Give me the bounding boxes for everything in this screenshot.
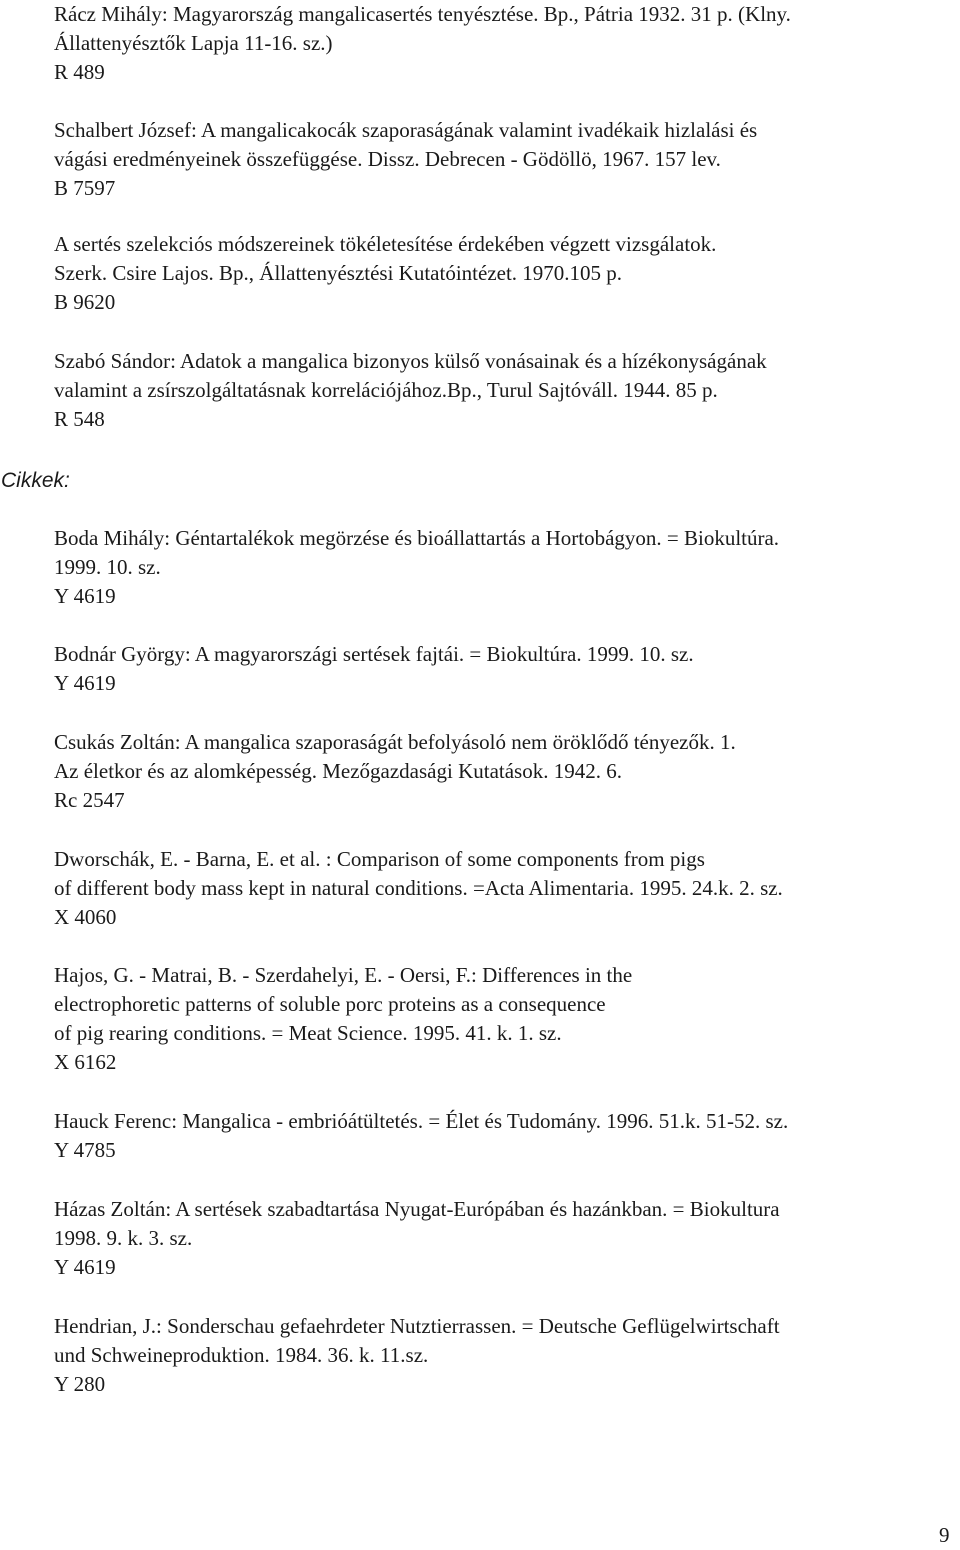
article-entry [54,1107,954,1165]
entry-line: Y 4619 [54,671,116,695]
entry-line: of different body mass kept in natural conditions. =Acta Alimentaria. 1995. 24.k. 2. sz. [54,876,783,900]
entry-line: B 9620 [54,290,116,314]
section-heading-articles: Cikkek: [1,469,70,492]
article-entry [54,961,954,1077]
entry-line: Rácz Mihály: Magyarország mangalicasertés tenyésztése. Bp., Pátria 1932. 31 p. (Klny. [54,2,791,26]
entry-line: R 548 [54,407,105,431]
entry-line: valamint a zsírszolgáltatásnak korrelációjához.Bp., Turul Sajtóváll. 1944. 85 p. [54,378,718,402]
page-number: 9 [939,1523,950,1547]
entry-line: Y 4619 [54,584,116,608]
entry-line: Rc 2547 [54,788,125,812]
entry-line: Hendrian, J.: Sonderschau gefaehrdeter Nutztierrassen. = Deutsche Geflügelwirtschaft [54,1314,780,1338]
entry-line: of pig rearing conditions. = Meat Science. 1995. 41. k. 1. sz. [54,1021,562,1045]
book-entry [54,230,954,317]
entry-line: vágási eredményeinek összefüggése. Dissz. Debrecen - Gödöllö, 1967. 157 lev. [54,147,721,171]
entry-line: Állattenyésztők Lapja 11-16. sz.) [54,31,333,55]
book-entry [54,116,954,203]
entry-line: Dworschák, E. - Barna, E. et al. : Comparison of some components from pigs [54,847,705,871]
entry-line: X 6162 [54,1050,117,1074]
entry-line: Hajos, G. - Matrai, B. - Szerdahelyi, E. - Oersi, F.: Differences in the [54,963,633,987]
book-entry [54,0,954,87]
book-entry [54,347,954,434]
article-entry [54,1195,954,1282]
entry-line: B 7597 [54,176,116,200]
entry-line: und Schweineproduktion. 1984. 36. k. 11.sz. [54,1343,429,1367]
entry-line: A sertés szelekciós módszereinek tökéletesítése érdekében végzett vizsgálatok. [54,232,717,256]
article-entry [54,640,954,698]
entry-line: Szerk. Csire Lajos. Bp., Állattenyésztési Kutatóintézet. 1970.105 p. [54,261,623,285]
entry-line: Y 4785 [54,1138,116,1162]
article-entry [54,845,954,932]
entry-line: Bodnár György: A magyarországi sertések fajtái. = Biokultúra. 1999. 10. sz. [54,642,694,666]
entry-line: Csukás Zoltán: A mangalica szaporaságát befolyásoló nem öröklődő tényezők. 1. [54,730,736,754]
entry-line: Szabó Sándor: Adatok a mangalica bizonyos külső vonásainak és a hízékonyságának [54,349,767,373]
entry-line: Hauck Ferenc: Mangalica - embrióátültetés. = Élet és Tudomány. 1996. 51.k. 51-52. sz. [54,1109,789,1133]
entry-line: Y 4619 [54,1255,116,1279]
entry-line: Házas Zoltán: A sertések szabadtartása Nyugat-Európában és hazánkban. = Biokultura [54,1197,780,1221]
entry-line: Boda Mihály: Géntartalékok megörzése és bioállattartás a Hortobágyon. = Biokultúra. [54,526,780,550]
entry-line: R 489 [54,60,105,84]
entry-line: Schalbert József: A mangalicakocák szaporaságának valamint ivadékaik hizlalási és [54,118,758,142]
entry-line: 1999. 10. sz. [54,555,161,579]
article-entry [54,524,954,611]
entry-line: electrophoretic patterns of soluble porc proteins as a consequence [54,992,606,1016]
article-entry [54,728,954,815]
article-entry [54,1312,954,1399]
entry-line: X 4060 [54,905,117,929]
entry-line: Az életkor és az alomképesség. Mezőgazdasági Kutatások. 1942. 6. [54,759,622,783]
entry-line: 1998. 9. k. 3. sz. [54,1226,193,1250]
entry-line: Y 280 [54,1372,106,1396]
